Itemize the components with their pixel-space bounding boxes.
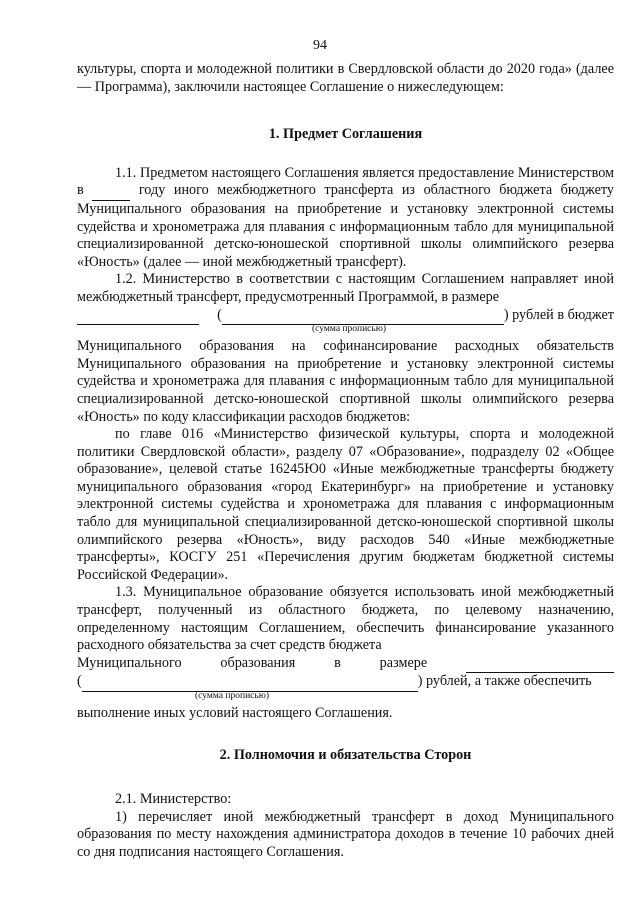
amount-words-group-1 [217, 307, 614, 326]
paren-open-1: ( [217, 306, 222, 323]
intro-line-1: культуры, спорта и молодежной политики в Свердловской области до 2020 года» [77, 61, 572, 77]
document-body [77, 61, 614, 862]
amount-caption-1: (сумма прописью) [312, 324, 386, 335]
paragraph-1-2-budget-code: по главе 016 «Министерство физической культуры, спорта и молодежной политики Свердловской области», разделу 07 «Образование», подразделу 02 «Общее образование», целевой статье 16245Ю0 «Иные межбюджетные трансферты бюджету муниципального образования «город Екатеринбург» на приобретение и установку электронной системы судейства и хронометража для плавания с информационным табло для муниципальной специализированной детско-юношеской спортивной школы олимпийского резерва «Юность», виду расходов 540 «Иные межбюджетные трансферты», КОСГУ 251 «Перечисления другим бюджетам бюджетной системы Российской Федерации». [77, 426, 614, 583]
amount-digits-blank-1 [77, 307, 199, 326]
year-blank [92, 182, 130, 201]
intro-line-2: (далее — Программа), заключили настоящее Соглашение о нижеследующем: [77, 61, 614, 95]
caption-line-1 [77, 325, 614, 338]
paragraph-1-2 [77, 271, 614, 306]
paragraph-1-3: 1.3. Муниципальное образование обязуется использовать иной межбюджетный трансферт, полученный из областного бюджета, по целевому назначению, определенному настоящим Соглашением, обеспечить финансирование указанного расходного обязательства за счет средств бюджета [77, 584, 614, 654]
intro-paragraph [77, 61, 614, 96]
paragraph-1-1 [77, 165, 614, 272]
paragraph-1-3-end: выполнение иных условий настоящего Соглашения. [77, 705, 393, 721]
paren-close-1: ) рублей в бюджет [503, 306, 614, 323]
word-formation: образования [220, 654, 296, 671]
amount-line-1 [77, 307, 614, 326]
page-number: 94 [313, 38, 327, 53]
amount-words-group-2 [77, 673, 592, 692]
amount-line-2b [77, 673, 614, 692]
amount-line-2a [77, 655, 614, 674]
caption-line-2 [77, 692, 614, 705]
paragraph-1-2-start: 1.2. Министерство в соответствии с настоящим Соглашением направляет иной межбюджетный трансферт, предусмотренный Программой, в размере [77, 271, 614, 305]
section-1-heading: 1. Предмет Соглашения [268, 126, 423, 143]
paren-open-2: ( [77, 673, 82, 690]
paragraph-1-2-body: Муниципального образования на софинансирование расходных обязательств Муниципального образования на приобретение и установку электронной системы судейства и хронометража для плавания с информационным табло для муниципальной специализированной детско-юношеской спортивной школы олимпийского резерва «Юность» по коду классификации расходов бюджетов: [77, 338, 614, 425]
paragraph-1-1-rest: году иного межбюджетного трансферта из областного бюджета бюджету Муниципального образования на приобретение и установку электронной системы судейства и хронометража для плавания с информационным табло для муниципальной специализированной детско-юношеской спортивной школы олимпийского резерва «Юность» (далее — иной межбюджетный трансферт). [77, 182, 615, 270]
amount-words-blank-1 [222, 307, 504, 326]
paragraph-1-1-start: 1.1. Предметом настоящего Соглашения является предоставление Министерством в [77, 164, 614, 199]
word-size: размере [379, 654, 428, 671]
word-in: в [334, 654, 341, 671]
section-2-heading: 2. Полномочия и обязательства Сторон [219, 746, 472, 763]
paren-close-2: ) рублей, а также обеспечить [417, 673, 592, 690]
amount-digits-blank-2 [466, 655, 614, 674]
amount-caption-2: (сумма прописью) [195, 691, 269, 701]
word-municipal: Муниципального [77, 654, 182, 671]
paragraph-2-1-1: 1) перечисляет иной межбюджетный трансферт в доход Муниципального образования по месту нахождения администратора доходов в течение 10 рабочих дней со дня подписания настоящего Соглашения. [77, 808, 614, 860]
paragraph-2-1: 2.1. Министерство: [115, 791, 232, 808]
amount-words-blank-2 [82, 673, 418, 692]
